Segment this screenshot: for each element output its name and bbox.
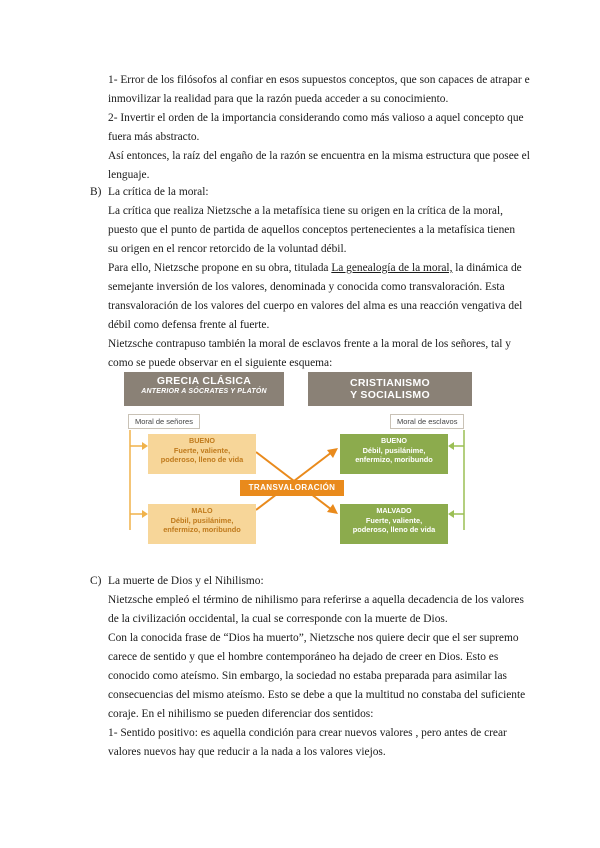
box-line: Débil, pusilánime,	[362, 445, 426, 455]
text-line: 2- Invertir el orden de la importancia considerando como más valioso a aquel concepto que	[108, 112, 524, 124]
box-bad-master	[148, 504, 256, 544]
box-good-slave	[340, 434, 448, 474]
text-line: Nietzsche empleó el término de nihilismo para referirse a aquella decadencia de los valores	[108, 594, 524, 606]
book-title-link: La genealogía de la moral,	[331, 262, 453, 274]
header-christianity-line2: Y SOCIALISMO	[350, 389, 430, 401]
section-heading-c: La muerte de Dios y el Nihilismo:	[108, 575, 264, 587]
box-line: Fuerte, valiente,	[365, 515, 423, 525]
text-line: puesto que el punto de partida de aquellos conceptos pertenecientes a la metafísica tienen	[108, 224, 516, 236]
morality-diagram	[124, 372, 472, 548]
header-greece-title: GRECIA CLÁSICA	[156, 375, 252, 387]
text-line: Con la conocida frase de “Dios ha muerto”, Nietzsche nos quiere decir que el ser supremo	[108, 632, 519, 644]
text-line	[108, 259, 522, 278]
box-title: BUENO	[381, 436, 407, 445]
box-line: Fuerte, valiente,	[173, 445, 231, 455]
text-line: Nietzsche contrapuso también la moral de esclavos frente a la moral de los señores, tal y	[108, 338, 511, 350]
text-line: como se puede observar en el siguiente esquema:	[108, 357, 333, 369]
header-christianity-line1: CRISTIANISMO	[349, 377, 431, 389]
text-fragment: la dinámica de	[452, 262, 522, 274]
transvaloration-label: TRANSVALORACIÓN	[240, 480, 344, 496]
text-line: carece de sentido y que el hombre contemporáneo ha dejado de creer en Dios. Esto es	[108, 651, 499, 663]
label-master-morality: Moral de señores	[128, 414, 200, 429]
text-line: su origen en el rencor retorcido de la voluntad débil.	[108, 243, 347, 255]
text-line: conocido como ateísmo. Sin embargo, la sociedad no estaba preparada para asimilar las	[108, 670, 507, 682]
box-title: MALO	[191, 506, 213, 515]
label-slave-morality: Moral de esclavos	[390, 414, 464, 429]
text-line: débil como defensa frente al fuerte.	[108, 319, 270, 331]
section-marker-c: C)	[90, 575, 102, 587]
text-line: semejante inversión de los valores, denominada y conocida como transvaloración. Esta	[108, 281, 505, 293]
box-evil-slave	[340, 504, 448, 544]
header-christianity	[308, 372, 472, 406]
box-line: enfermizo, moribundo	[163, 525, 241, 534]
section-marker-b: B)	[90, 186, 102, 198]
header-greece	[124, 372, 284, 406]
text-line: valores nuevos hay que reducir a la nada a los valores viejos.	[108, 746, 386, 758]
text-line: de la civilización occidental, la cual se corresponde con la muerte de Dios.	[108, 613, 448, 625]
header-greece-subtitle: ANTERIOR A SÓCRATES Y PLATÓN	[141, 388, 267, 395]
text-fragment: Para ello, Nietzsche propone en su obra, titulada	[108, 262, 332, 274]
text-line: transvaloración de los valores del cuerpo en valores del alma es una reacción vengativa del	[108, 300, 523, 312]
box-title: BUENO	[189, 436, 215, 445]
section-heading-b: La crítica de la moral:	[108, 186, 209, 198]
box-title: MALVADO	[376, 506, 412, 515]
text-line: Así entonces, la raíz del engaño de la razón se encuentra en la misma estructura que posee el	[108, 150, 530, 162]
box-line: enfermizo, moribundo	[355, 455, 433, 464]
box-line: Débil, pusilánime,	[170, 515, 234, 525]
text-line: consecuencias del mismo ateísmo. Esto se debe a que la multitud no constaba del suficiente	[108, 689, 526, 701]
box-good-master	[148, 434, 256, 474]
box-line: poderoso, lleno de vida	[352, 525, 436, 534]
text-line: 1- Sentido positivo: es aquella condición para crear nuevos valores , pero antes de crear	[108, 727, 507, 739]
text-line: 1- Error de los filósofos al confiar en esos supuestos conceptos, que son capaces de atrapar e	[108, 74, 530, 86]
text-line: fuera más abstracto.	[108, 131, 200, 143]
text-line: coraje. En el nihilismo se pueden diferenciar dos sentidos:	[108, 708, 374, 720]
text-line: inmovilizar la realidad para que la razón pueda acceder a su conocimiento.	[108, 93, 449, 105]
box-line: poderoso, lleno de vida	[160, 455, 244, 464]
text-line: lenguaje.	[108, 169, 150, 181]
text-line: La crítica que realiza Nietzsche a la metafísica tiene su origen en la crítica de la moral,	[108, 205, 503, 217]
